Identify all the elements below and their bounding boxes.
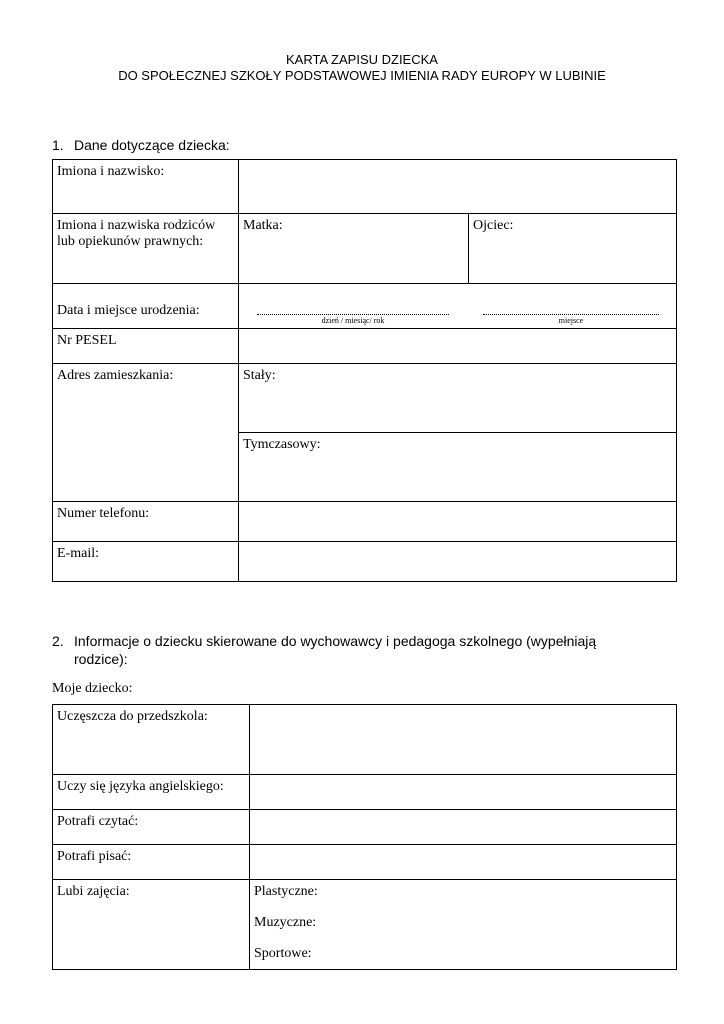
section-1-number: 1. xyxy=(52,137,64,153)
birth-place-caption: miejsce xyxy=(558,316,584,325)
section-1-title: Dane dotyczące dziecka: xyxy=(74,137,230,153)
preschool-field[interactable] xyxy=(250,705,676,774)
label-permanent: Stały: xyxy=(243,368,276,383)
english-field[interactable] xyxy=(250,775,676,809)
section-2-title-line-1: Informacje o dziecku skierowane do wychowawcy i pedagoga szkolnego (wypełniają xyxy=(74,633,597,649)
label-mother: Matka: xyxy=(243,218,283,233)
section-2-title-line-2: rodzice): xyxy=(74,651,128,667)
label-parents-line-1: Imiona i nazwiska rodziców xyxy=(57,218,216,233)
label-sports: Sportowe: xyxy=(254,946,312,961)
my-child-subheading: Moje dziecko: xyxy=(52,681,133,696)
section-1-heading xyxy=(52,136,230,154)
child-data-table xyxy=(52,159,677,582)
writing-field[interactable] xyxy=(250,845,676,879)
label-birth: Data i miejsce urodzenia: xyxy=(57,303,200,318)
permanent-address-field[interactable] xyxy=(239,364,676,432)
label-english: Uczy się języka angielskiego: xyxy=(57,779,224,794)
title-line-1: KARTA ZAPISU DZIECKA xyxy=(286,52,438,67)
label-email: E-mail: xyxy=(57,546,99,561)
birth-place-line[interactable] xyxy=(483,314,659,315)
birth-date-line[interactable] xyxy=(257,314,449,315)
label-parents-line-2: lub opiekunów prawnych: xyxy=(57,234,204,249)
father-field[interactable] xyxy=(469,214,676,283)
child-name-field[interactable] xyxy=(239,160,676,213)
section-2-number: 2. xyxy=(52,633,64,649)
label-likes: Lubi zajęcia: xyxy=(57,884,130,899)
label-pesel: Nr PESEL xyxy=(57,333,117,348)
pesel-field[interactable] xyxy=(239,329,676,363)
birth-date-caption: dzień / miesiąc/ rok xyxy=(321,316,385,325)
label-father: Ojciec: xyxy=(473,218,514,233)
title-line-2: DO SPOŁECZNEJ SZKOŁY PODSTAWOWEJ IMIENIA RADY EUROPY W LUBINIE xyxy=(118,68,606,83)
email-field[interactable] xyxy=(239,542,676,581)
label-preschool: Uczęszcza do przedszkola: xyxy=(57,709,208,724)
reading-field[interactable] xyxy=(250,810,676,844)
temporary-address-field[interactable] xyxy=(239,433,676,501)
label-reading: Potrafi czytać: xyxy=(57,814,139,829)
mother-field[interactable] xyxy=(239,214,468,283)
child-info-table xyxy=(52,704,677,970)
document-title xyxy=(0,52,724,84)
label-parents xyxy=(53,214,238,254)
label-temporary: Tymczasowy: xyxy=(243,437,321,452)
phone-field[interactable] xyxy=(239,502,676,541)
label-music: Muzyczne: xyxy=(254,915,317,930)
label-writing: Potrafi pisać: xyxy=(57,849,132,864)
section-2-heading xyxy=(52,632,672,668)
label-child-name: Imiona i nazwisko: xyxy=(57,164,165,179)
label-arts: Plastyczne: xyxy=(254,884,318,899)
label-phone: Numer telefonu: xyxy=(57,506,150,521)
label-address: Adres zamieszkania: xyxy=(57,368,174,383)
likes-field[interactable] xyxy=(250,880,676,969)
